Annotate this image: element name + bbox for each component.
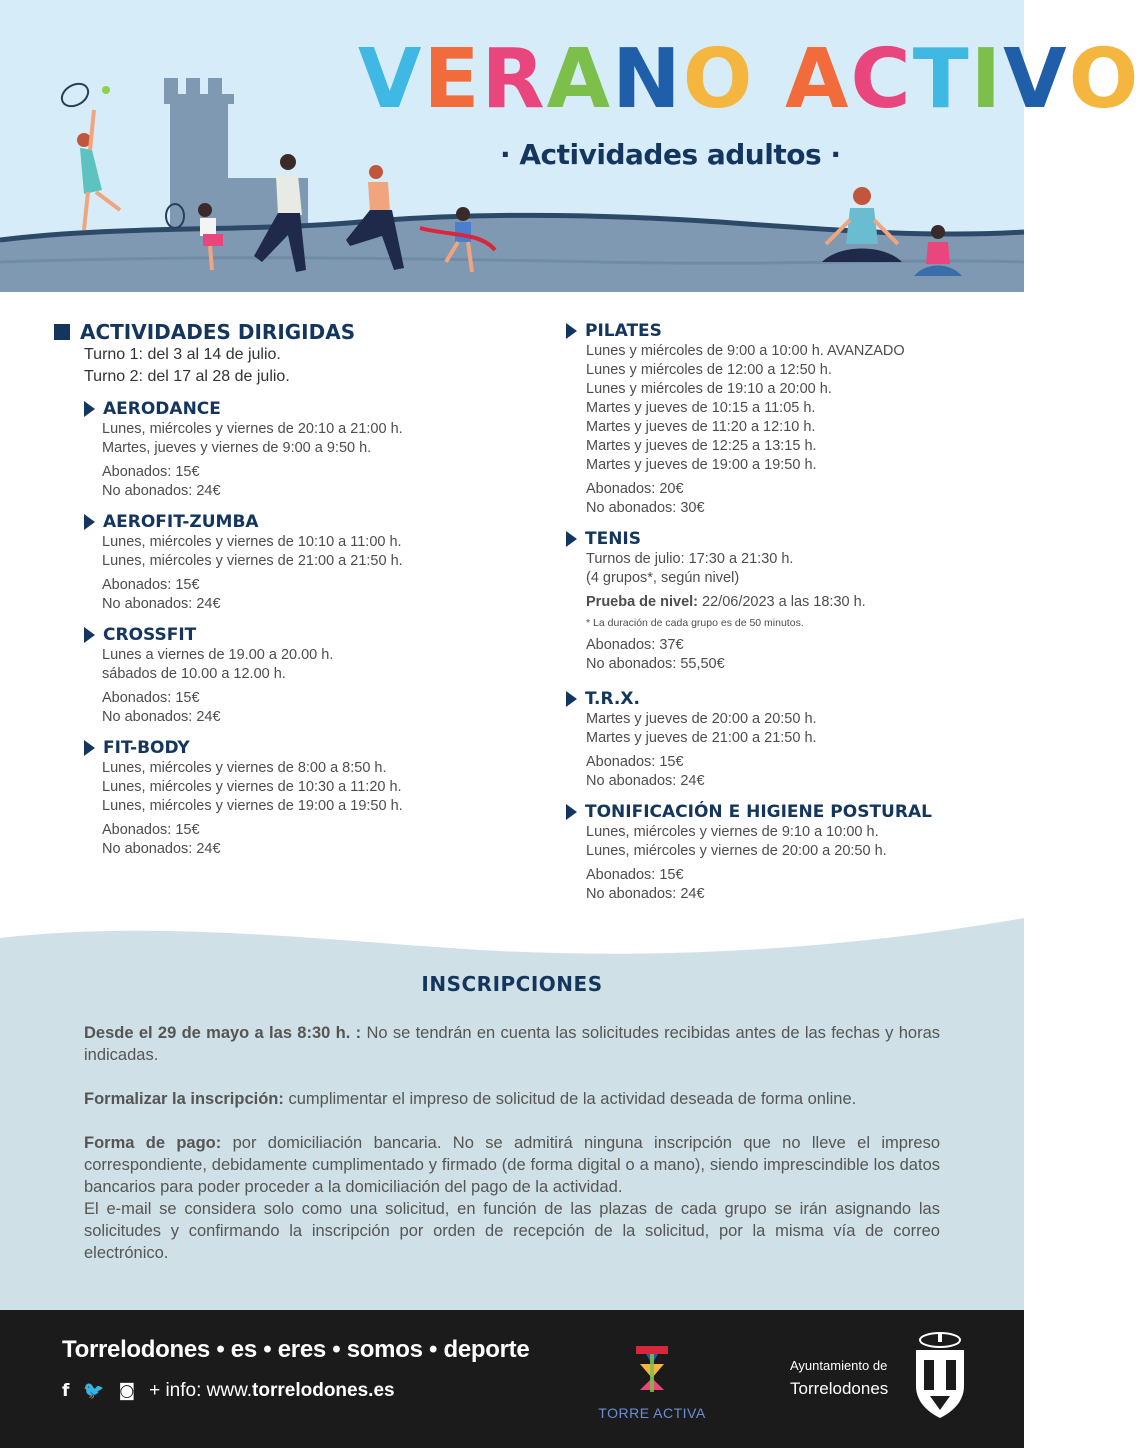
- level-test-line: Prueba de nivel: 22/06/2023 a las 18:30 h.: [586, 594, 866, 610]
- title-letter: N: [612, 32, 683, 127]
- price-line: Abonados: 15€: [586, 867, 684, 883]
- price-line: Abonados: 15€: [102, 577, 200, 593]
- info-link[interactable]: + info: www.torrelodones.es: [149, 1380, 395, 1401]
- registration-email-note: El e-mail se considera solo como una solicitud, en función de las plazas de cada grupo se irán asignando las solicitudes y confirmando la inscripción por orden de recepción de la solicitud, por la misma vía de correo electrónico.: [84, 1200, 940, 1262]
- ayuntamiento-label: Ayuntamiento de Torrelodones: [790, 1358, 889, 1398]
- registration-dates: Desde el 29 de mayo a las 8:30 h. : No se tendrán en cuenta las solicitudes recibidas antes de las fechas y horas indicadas.: [84, 1024, 940, 1064]
- schedule-line: Lunes, miércoles y viernes de 9:10 a 10:00 h.: [586, 824, 879, 840]
- activity-tenis: [566, 528, 986, 674]
- left-column: [54, 320, 524, 859]
- schedule-line: Lunes y miércoles de 9:00 a 10:00 h. AVANZADO: [586, 343, 905, 359]
- square-bullet-icon: [54, 324, 70, 340]
- registration-title: INSCRIPCIONES: [421, 972, 603, 996]
- torre-activa-icon: [632, 1344, 672, 1394]
- title-letter: V: [1003, 32, 1069, 127]
- header-banner: [0, 0, 1140, 292]
- triangle-bullet-icon: [566, 691, 577, 707]
- activity-crossfit: [84, 624, 524, 727]
- title-letter: T: [912, 32, 971, 127]
- activity-aerofit-zumba: [84, 511, 524, 614]
- triangle-bullet-icon: [566, 531, 577, 547]
- torre-activa-label: TORRE ACTIVA: [598, 1405, 706, 1421]
- schedule-line: Lunes a viernes de 19.00 a 20.00 h.: [102, 647, 334, 663]
- registration-formalize: Formalizar la inscripción: cumplimentar el impreso de solicitud de la actividad deseada de forma online.: [84, 1090, 857, 1108]
- activity-tonificacion: [566, 801, 986, 904]
- twitter-icon[interactable]: 🐦: [83, 1381, 105, 1401]
- torrelodones-coat-of-arms-icon: [910, 1330, 970, 1422]
- title-letter: [754, 40, 785, 120]
- section-heading: ACTIVIDADES DIRIGIDAS: [54, 320, 524, 344]
- schedule-line: Lunes, miércoles y viernes de 21:00 a 21:50 h.: [102, 553, 403, 569]
- facebook-icon[interactable]: f: [62, 1381, 70, 1401]
- price-line: No abonados: 24€: [102, 841, 221, 857]
- schedule-line: sábados de 10.00 a 12.00 h.: [102, 666, 286, 682]
- title-letter: A: [785, 32, 851, 127]
- turno-1: Turno 1: del 3 al 14 de julio.: [84, 346, 281, 363]
- activity-trx: [566, 688, 986, 791]
- activity-pilates: [566, 320, 986, 518]
- schedule-line: Turnos de julio: 17:30 a 21:30 h.: [586, 551, 794, 567]
- schedule-line: Martes, jueves y viernes de 9:00 a 9:50 h.: [102, 440, 372, 456]
- page-subtitle: · Actividades adultos ·: [500, 138, 841, 171]
- title-letter: R: [481, 32, 547, 127]
- triangle-bullet-icon: [84, 401, 95, 417]
- price-line: Abonados: 15€: [586, 754, 684, 770]
- footer: [0, 1310, 1024, 1448]
- triangle-bullet-icon: [566, 323, 577, 339]
- schedule-line: Martes y jueves de 21:00 a 21:50 h.: [586, 730, 817, 746]
- schedule-line: Lunes, miércoles y viernes de 19:00 a 19:50 h.: [102, 798, 403, 814]
- price-line: No abonados: 24€: [102, 596, 221, 612]
- social-row: [62, 1380, 395, 1402]
- price-line: Abonados: 20€: [586, 481, 684, 497]
- activity-title: FIT-BODY: [84, 737, 524, 759]
- triangle-bullet-icon: [84, 514, 95, 530]
- triangle-bullet-icon: [566, 804, 577, 820]
- instagram-icon[interactable]: ◙: [118, 1381, 136, 1401]
- activity-title: T.R.X.: [566, 688, 986, 710]
- schedule-line: Lunes, miércoles y viernes de 10:10 a 11:00 h.: [102, 534, 402, 550]
- activity-title: PILATES: [566, 320, 986, 342]
- activity-aerodance: [84, 398, 524, 501]
- schedule-line: Lunes y miércoles de 12:00 a 12:50 h.: [586, 362, 832, 378]
- schedule-line: Lunes, miércoles y viernes de 10:30 a 11:20 h.: [102, 779, 402, 795]
- price-line: No abonados: 30€: [586, 500, 705, 516]
- price-line: No abonados: 24€: [586, 886, 705, 902]
- schedule-line: Martes y jueves de 10:15 a 11:05 h.: [586, 400, 816, 416]
- price-line: Abonados: 15€: [102, 690, 200, 706]
- activity-title: TONIFICACIÓN E HIGIENE POSTURAL: [566, 801, 986, 823]
- title-letter: A: [546, 32, 613, 127]
- schedule-line: Martes y jueves de 12:25 a 13:15 h.: [586, 438, 817, 454]
- right-column: [566, 320, 986, 904]
- footnote: * La duración de cada grupo es de 50 minutos.: [586, 617, 804, 629]
- registration-payment: Forma de pago: por domiciliación bancaria. No se admitirá ninguna inscripción que no lleve el impreso correspondiente, debidamente cumplimentado y firmado (de forma digital o a mano), siendo imprescindible los datos bancarios para poder proceder a la domiciliación del pago de la actividad.: [84, 1134, 940, 1196]
- activity-title: AEROFIT-ZUMBA: [84, 511, 524, 533]
- schedule-line: Martes y jueves de 11:20 a 12:10 h.: [586, 419, 816, 435]
- activity-title: CROSSFIT: [84, 624, 524, 646]
- price-line: Abonados: 15€: [102, 464, 200, 480]
- price-line: No abonados: 24€: [586, 773, 705, 789]
- schedule-line: Lunes, miércoles y viernes de 8:00 a 8:50 h.: [102, 760, 387, 776]
- activity-title: TENIS: [566, 528, 986, 550]
- title-letter: O: [682, 32, 755, 127]
- triangle-bullet-icon: [84, 627, 95, 643]
- price-line: Abonados: 15€: [102, 822, 200, 838]
- price-line: Abonados: 37€: [586, 637, 684, 653]
- price-line: No abonados: 24€: [102, 709, 221, 725]
- footer-slogan: Torrelodones • es • eres • somos • deporte: [62, 1336, 530, 1363]
- title-letter: C: [850, 32, 913, 127]
- torre-activa-logo: [594, 1344, 710, 1421]
- schedule-line: Martes y jueves de 20:00 a 20:50 h.: [586, 711, 817, 727]
- title-letter: O: [1068, 32, 1140, 127]
- activity-title: AERODANCE: [84, 398, 524, 420]
- schedule-line: Lunes y miércoles de 19:10 a 20:00 h.: [586, 381, 832, 397]
- page-title: [358, 32, 1140, 127]
- schedule-line: Lunes, miércoles y viernes de 20:10 a 21:00 h.: [102, 421, 403, 437]
- title-letter: I: [970, 32, 1004, 127]
- price-line: No abonados: 24€: [102, 483, 221, 499]
- activity-fit-body: [84, 737, 524, 859]
- turno-2: Turno 2: del 17 al 28 de julio.: [84, 368, 290, 385]
- triangle-bullet-icon: [84, 740, 95, 756]
- registration-section: [84, 972, 940, 1286]
- title-letter: V: [358, 32, 424, 127]
- schedule-line: Lunes, miércoles y viernes de 20:00 a 20:50 h.: [586, 843, 887, 859]
- schedule-line: Martes y jueves de 19:00 a 19:50 h.: [586, 457, 817, 473]
- price-line: No abonados: 55,50€: [586, 656, 725, 672]
- title-letter: E: [423, 32, 482, 127]
- schedule-line: (4 grupos*, según nivel): [586, 570, 740, 586]
- tennis-player-icon: [58, 79, 120, 230]
